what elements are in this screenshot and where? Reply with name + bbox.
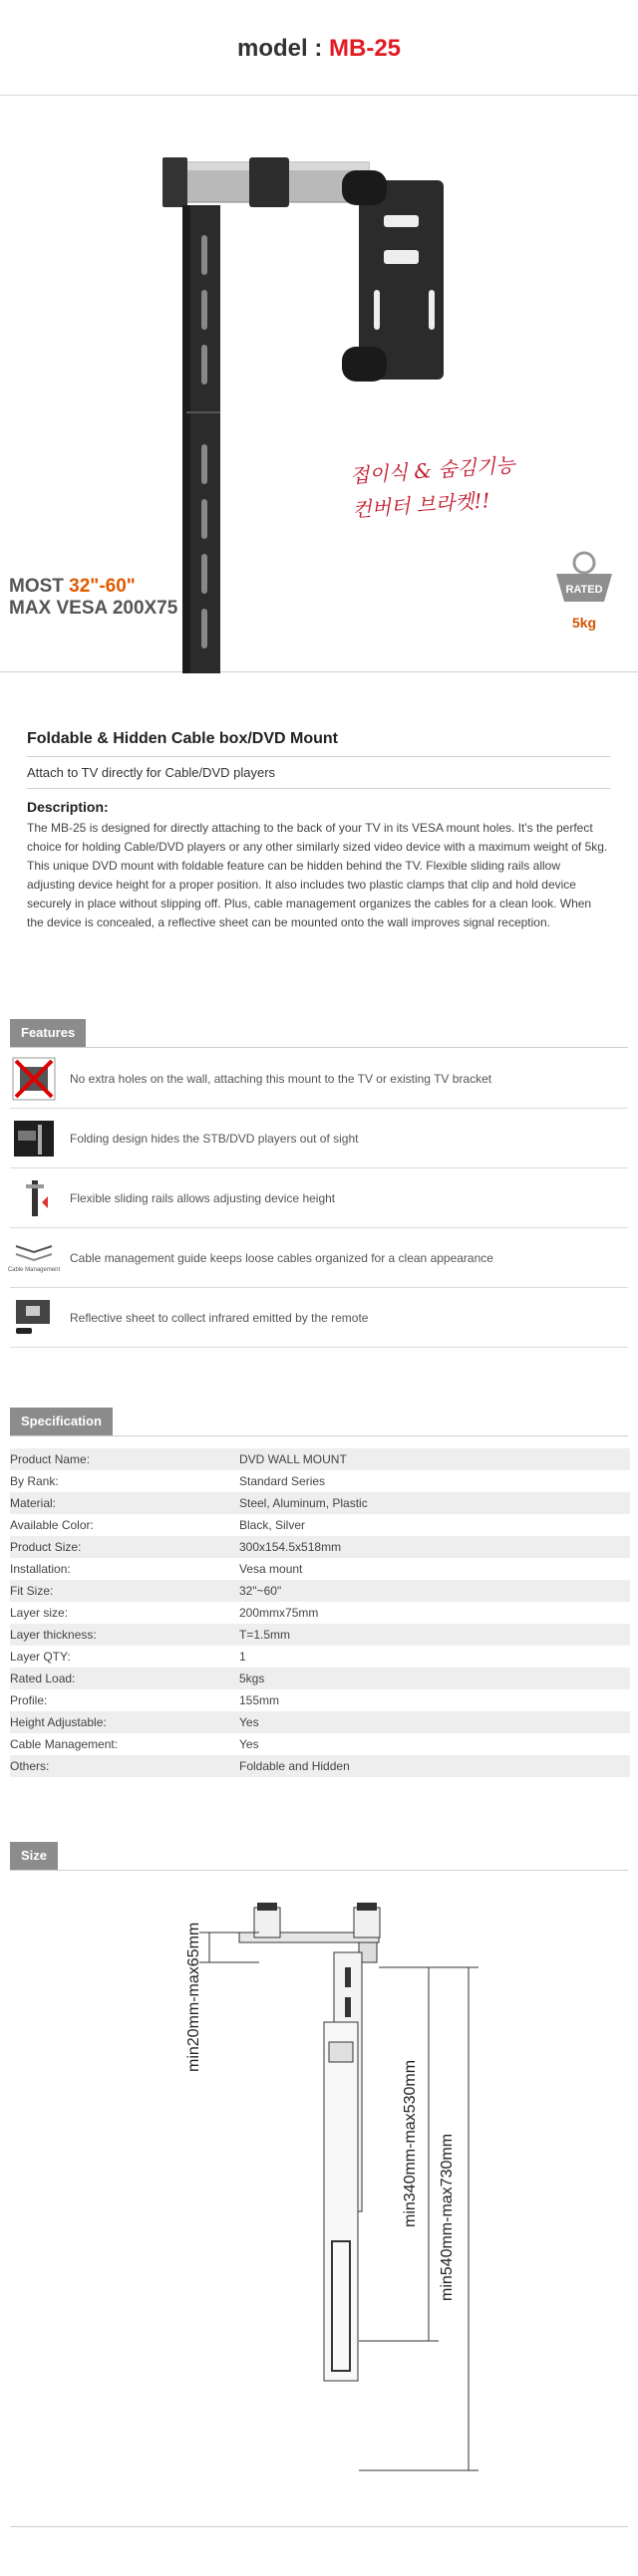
spec-row — [10, 1711, 630, 1733]
top-knob — [342, 170, 387, 205]
size-diagram — [0, 1903, 638, 2520]
diagram-knob-right — [354, 1908, 380, 1937]
features-header — [10, 1019, 628, 1048]
product-subtitle: Attach to TV directly for Cable/DVD players — [27, 757, 610, 789]
rated-weight-icon — [554, 550, 614, 608]
spec-value: Black, Silver — [239, 1514, 630, 1536]
feature-text: Cable management guide keeps loose cables organized for a clean appearance — [70, 1250, 493, 1265]
spec-row — [10, 1580, 630, 1602]
cable-management-icon — [7, 1236, 61, 1280]
spec-key: Others: — [10, 1755, 239, 1777]
model-code: MB-25 — [329, 35, 402, 62]
spec-value: 200mmx75mm — [239, 1602, 630, 1624]
no-holes-icon — [12, 1057, 56, 1101]
description-text: The MB-25 is designed for directly attaching to the back of your TV in its VESA mount holes. It's the perfect choice for holding Cable/DVD players or any other similarly sized video device with a maximum weight of 5kg. This unique DVD mount with foldable feature can be hidden behind the TV. Flexible sliding rails allow adjusting device height for a proper position. It also includes two plastic clamps that clip and hold device securely in place without slipping off. Plus, cable management organizes the cables for a clean look. When the device is concealed, a reflective sheet can be mounted onto the wall improves signal reception. — [27, 821, 608, 929]
spec-key: Material: — [10, 1492, 239, 1514]
spec-key: Layer thickness: — [10, 1624, 239, 1646]
size-range: 32"-60" — [69, 576, 136, 597]
spec-value: 5kgs — [239, 1668, 630, 1689]
size-header — [10, 1842, 628, 1871]
spec-row — [10, 1668, 630, 1689]
spec-row — [10, 1624, 630, 1646]
spec-key: Fit Size: — [10, 1580, 239, 1602]
spec-row — [10, 1536, 630, 1558]
spec-value: 32"~60" — [239, 1580, 630, 1602]
spec-row — [10, 1492, 630, 1514]
spec-key: Layer QTY: — [10, 1646, 239, 1668]
model-title — [237, 35, 401, 63]
max-vesa: MAX VESA 200X75 — [9, 598, 178, 619]
spec-value: Standard Series — [239, 1470, 630, 1492]
feature-item — [10, 1109, 628, 1168]
korean-line-2: 컨버터 브라켓!! — [351, 488, 491, 522]
spec-value: Vesa mount — [239, 1558, 630, 1580]
spec-value: 155mm — [239, 1689, 630, 1711]
cable-icon-caption: Cable Management — [7, 1266, 61, 1273]
spec-row — [10, 1602, 630, 1624]
most-prefix: MOST — [9, 576, 70, 597]
spec-row — [10, 1448, 630, 1470]
feature-item — [10, 1049, 628, 1109]
spec-key: Layer size: — [10, 1602, 239, 1624]
spec-row — [10, 1755, 630, 1777]
reflective-sheet-icon — [12, 1296, 56, 1340]
features-title: Features — [10, 1019, 86, 1047]
feature-item — [10, 1288, 628, 1348]
folding-icon — [12, 1117, 56, 1160]
feature-item — [7, 1228, 628, 1288]
spec-value: 300x154.5x518mm — [239, 1536, 630, 1558]
feature-item — [10, 1168, 628, 1228]
rated-label: RATED — [565, 584, 603, 596]
korean-line-1: 접이식 & 숨김기능 — [349, 452, 516, 488]
sliding-rail-icon — [12, 1176, 56, 1220]
dim-bracket-offset: min20mm-max65mm — [185, 1922, 202, 2072]
specification-header — [10, 1408, 628, 1436]
spec-key: By Rank: — [10, 1470, 239, 1492]
features-list — [7, 1049, 628, 1348]
feature-text: Reflective sheet to collect infrared emitted by the remote — [70, 1310, 369, 1325]
spec-key: Cable Management: — [10, 1733, 239, 1755]
rated-badge — [554, 550, 614, 631]
intro-section — [27, 730, 610, 932]
feature-text: Flexible sliding rails allows adjusting device height — [70, 1190, 336, 1205]
spec-row — [10, 1558, 630, 1580]
diagram-rail-lower — [324, 2022, 358, 2381]
spec-row — [10, 1689, 630, 1711]
arm-clamp — [249, 157, 289, 207]
model-label: model : — [236, 35, 329, 62]
spec-row — [10, 1514, 630, 1536]
rated-weight: 5kg — [571, 615, 597, 631]
description-heading: Description: — [27, 799, 109, 815]
page-header — [0, 0, 638, 96]
spec-row — [10, 1646, 630, 1668]
size-title: Size — [10, 1842, 58, 1870]
product-title: Foldable & Hidden Cable box/DVD Mount — [27, 730, 610, 757]
spec-key: Rated Load: — [10, 1668, 239, 1689]
feature-text: No extra holes on the wall, attaching this mount to the TV or existing TV bracket — [70, 1071, 492, 1086]
dim-rail-height: min340mm-max530mm — [402, 2059, 419, 2227]
specification-title: Specification — [10, 1408, 113, 1435]
spec-key: Installation: — [10, 1558, 239, 1580]
spec-key: Product Name: — [10, 1448, 239, 1470]
dim-total-height: min540mm-max730mm — [439, 2133, 456, 2301]
spec-value: Yes — [239, 1733, 630, 1755]
bottom-knob — [342, 347, 387, 382]
spec-key: Profile: — [10, 1689, 239, 1711]
size-range-line — [9, 576, 136, 598]
spec-row — [10, 1470, 630, 1492]
spec-value: T=1.5mm — [239, 1624, 630, 1646]
spec-row — [10, 1733, 630, 1755]
vertical-rail — [186, 205, 220, 673]
spec-key: Height Adjustable: — [10, 1711, 239, 1733]
spec-value: 1 — [239, 1646, 630, 1668]
spec-value: DVD WALL MOUNT — [239, 1448, 630, 1470]
specification-table — [10, 1448, 630, 1777]
spec-key: Available Color: — [10, 1514, 239, 1536]
feature-text: Folding design hides the STB/DVD players out of sight — [70, 1131, 359, 1146]
bottom-divider — [10, 2526, 628, 2527]
spec-key: Product Size: — [10, 1536, 239, 1558]
korean-tagline — [349, 447, 518, 526]
spec-value: Steel, Aluminum, Plastic — [239, 1492, 630, 1514]
spec-value: Foldable and Hidden — [239, 1755, 630, 1777]
spec-value: Yes — [239, 1711, 630, 1733]
